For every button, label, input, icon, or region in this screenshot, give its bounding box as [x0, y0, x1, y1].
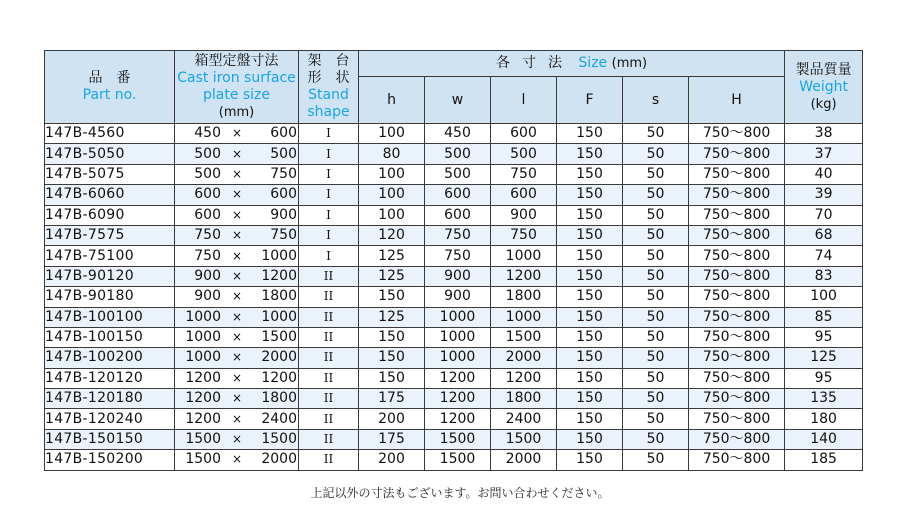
- w-cell: 1500: [425, 450, 491, 470]
- times-sign: ×: [231, 452, 243, 467]
- f-cell: 150: [557, 266, 623, 286]
- s-cell: 50: [623, 327, 689, 347]
- h-cell: 100: [359, 205, 425, 225]
- plate-size-b: 2000: [261, 451, 297, 468]
- f-cell: 150: [557, 327, 623, 347]
- f-cell: 150: [557, 450, 623, 470]
- s-cell: 50: [623, 287, 689, 307]
- stand-shape-cell: II: [299, 389, 359, 409]
- plate-size-a: 1200: [185, 390, 221, 407]
- f-cell: 150: [557, 429, 623, 449]
- w-cell: 900: [425, 266, 491, 286]
- weight-cell: 95: [785, 368, 863, 388]
- w-cell: 1000: [425, 307, 491, 327]
- stand-shape-header-jp1: 架 台: [307, 53, 350, 69]
- f-cell: 150: [557, 246, 623, 266]
- s-cell: 50: [623, 389, 689, 409]
- table-row: [45, 144, 863, 164]
- size-header: [359, 51, 785, 77]
- s-cell: 50: [623, 124, 689, 144]
- big-h-cell: 750～800: [689, 450, 785, 470]
- stand-shape-cell: II: [299, 307, 359, 327]
- weight-cell: 40: [785, 164, 863, 184]
- plate-size-cell: [175, 205, 299, 225]
- h-cell: 150: [359, 368, 425, 388]
- times-sign: ×: [231, 166, 243, 181]
- l-cell: 600: [491, 124, 557, 144]
- plate-size-a: 1200: [185, 369, 221, 386]
- part-no-cell: 147B-6060: [45, 185, 175, 205]
- col-header-l: l: [491, 77, 557, 124]
- footnote: 上記以外の寸法もございます。お問い合わせください。: [310, 486, 610, 500]
- part-no-header-jp: 品 番: [88, 70, 131, 86]
- stand-shape-cell: I: [299, 225, 359, 245]
- plate-size-a: 600: [194, 206, 221, 223]
- big-h-cell: 750～800: [689, 205, 785, 225]
- h-cell: 100: [359, 124, 425, 144]
- plate-size-b: 2000: [261, 349, 297, 366]
- weight-header-en: Weight: [799, 78, 848, 95]
- stand-shape-cell: I: [299, 246, 359, 266]
- weight-cell: 39: [785, 185, 863, 205]
- plate-size-b: 1000: [261, 308, 297, 325]
- plate-size-b: 1500: [261, 431, 297, 448]
- h-cell: 150: [359, 348, 425, 368]
- plate-size-cell: [175, 389, 299, 409]
- l-cell: 750: [491, 225, 557, 245]
- table-row: [45, 185, 863, 205]
- l-cell: 1200: [491, 266, 557, 286]
- stand-shape-header-jp2: 形 状: [307, 70, 350, 86]
- l-cell: 2000: [491, 450, 557, 470]
- s-cell: 50: [623, 429, 689, 449]
- plate-size-b: 1500: [261, 329, 297, 346]
- w-cell: 600: [425, 205, 491, 225]
- weight-header-jp: 製品質量: [795, 61, 852, 78]
- part-no-cell: 147B-120120: [45, 368, 175, 388]
- plate-size-header-jp: 箱型定盤寸法: [194, 53, 279, 69]
- h-cell: 100: [359, 164, 425, 184]
- col-header-h: h: [359, 77, 425, 124]
- plate-size-cell: [175, 164, 299, 184]
- l-cell: 2400: [491, 409, 557, 429]
- weight-cell: 185: [785, 450, 863, 470]
- plate-size-a: 900: [194, 267, 221, 284]
- part-no-cell: 147B-100200: [45, 348, 175, 368]
- plate-size-b: 500: [270, 145, 297, 162]
- big-h-cell: 750～800: [689, 389, 785, 409]
- h-cell: 80: [359, 144, 425, 164]
- f-cell: 150: [557, 368, 623, 388]
- col-header-big-h: H: [689, 77, 785, 124]
- plate-size-a: 1000: [185, 329, 221, 346]
- w-cell: 600: [425, 185, 491, 205]
- plate-size-header-en1: Cast iron surface: [177, 70, 296, 86]
- table-row: [45, 429, 863, 449]
- stand-shape-cell: I: [299, 205, 359, 225]
- col-header-s: s: [623, 77, 689, 124]
- w-cell: 1200: [425, 368, 491, 388]
- plate-size-b: 2400: [261, 410, 297, 427]
- times-sign: ×: [231, 126, 243, 141]
- plate-size-header: [175, 51, 299, 124]
- f-cell: 150: [557, 348, 623, 368]
- plate-size-cell: [175, 124, 299, 144]
- s-cell: 50: [623, 348, 689, 368]
- stand-shape-cell: II: [299, 266, 359, 286]
- plate-size-b: 1000: [261, 247, 297, 264]
- plate-size-b: 1800: [261, 288, 297, 305]
- table-row: [45, 266, 863, 286]
- w-cell: 750: [425, 246, 491, 266]
- h-cell: 125: [359, 266, 425, 286]
- part-no-cell: 147B-90120: [45, 266, 175, 286]
- times-sign: ×: [231, 330, 243, 345]
- big-h-cell: 750～800: [689, 266, 785, 286]
- times-sign: ×: [231, 432, 243, 447]
- plate-size-cell: [175, 429, 299, 449]
- plate-size-a: 600: [194, 186, 221, 203]
- times-sign: ×: [231, 370, 243, 385]
- part-no-cell: 147B-150150: [45, 429, 175, 449]
- big-h-cell: 750～800: [689, 327, 785, 347]
- f-cell: 150: [557, 124, 623, 144]
- plate-size-a: 1200: [185, 410, 221, 427]
- weight-cell: 140: [785, 429, 863, 449]
- plate-size-cell: [175, 225, 299, 245]
- h-cell: 200: [359, 450, 425, 470]
- plate-size-b: 750: [270, 227, 297, 244]
- l-cell: 1800: [491, 287, 557, 307]
- weight-cell: 37: [785, 144, 863, 164]
- f-cell: 150: [557, 144, 623, 164]
- h-cell: 125: [359, 246, 425, 266]
- weight-cell: 180: [785, 409, 863, 429]
- h-cell: 200: [359, 409, 425, 429]
- weight-cell: 100: [785, 287, 863, 307]
- s-cell: 50: [623, 205, 689, 225]
- size-header-en: Size: [578, 55, 608, 71]
- stand-shape-cell: II: [299, 287, 359, 307]
- h-cell: 150: [359, 327, 425, 347]
- table-row: [45, 164, 863, 184]
- table-row: [45, 124, 863, 144]
- l-cell: 750: [491, 164, 557, 184]
- s-cell: 50: [623, 185, 689, 205]
- s-cell: 50: [623, 144, 689, 164]
- plate-size-a: 1500: [185, 431, 221, 448]
- s-cell: 50: [623, 450, 689, 470]
- w-cell: 1000: [425, 327, 491, 347]
- h-cell: 125: [359, 307, 425, 327]
- part-no-cell: 147B-5050: [45, 144, 175, 164]
- l-cell: 500: [491, 144, 557, 164]
- l-cell: 1200: [491, 368, 557, 388]
- times-sign: ×: [231, 187, 243, 202]
- weight-cell: 70: [785, 205, 863, 225]
- weight-cell: 85: [785, 307, 863, 327]
- w-cell: 750: [425, 225, 491, 245]
- times-sign: ×: [231, 268, 243, 283]
- part-no-header: [45, 51, 175, 124]
- f-cell: 150: [557, 409, 623, 429]
- l-cell: 1000: [491, 307, 557, 327]
- stand-shape-cell: I: [299, 124, 359, 144]
- part-no-header-en: Part no.: [82, 87, 137, 103]
- big-h-cell: 750～800: [689, 185, 785, 205]
- f-cell: 150: [557, 164, 623, 184]
- h-cell: 120: [359, 225, 425, 245]
- big-h-cell: 750～800: [689, 307, 785, 327]
- table-row: [45, 409, 863, 429]
- table-row: [45, 287, 863, 307]
- h-cell: 150: [359, 287, 425, 307]
- big-h-cell: 750～800: [689, 429, 785, 449]
- w-cell: 900: [425, 287, 491, 307]
- weight-header: [785, 51, 863, 124]
- table-row: [45, 450, 863, 470]
- plate-size-a: 1500: [185, 451, 221, 468]
- plate-size-cell: [175, 266, 299, 286]
- times-sign: ×: [231, 350, 243, 365]
- big-h-cell: 750～800: [689, 368, 785, 388]
- plate-size-b: 1200: [261, 267, 297, 284]
- w-cell: 500: [425, 144, 491, 164]
- f-cell: 150: [557, 225, 623, 245]
- table-row: [45, 225, 863, 245]
- f-cell: 150: [557, 389, 623, 409]
- w-cell: 500: [425, 164, 491, 184]
- stand-shape-header: [299, 51, 359, 124]
- l-cell: 1000: [491, 246, 557, 266]
- plate-size-cell: [175, 450, 299, 470]
- weight-cell: 68: [785, 225, 863, 245]
- l-cell: 600: [491, 185, 557, 205]
- f-cell: 150: [557, 287, 623, 307]
- plate-size-cell: [175, 348, 299, 368]
- s-cell: 50: [623, 164, 689, 184]
- plate-size-a: 900: [194, 288, 221, 305]
- weight-cell: 95: [785, 327, 863, 347]
- w-cell: 1200: [425, 409, 491, 429]
- col-header-w: w: [425, 77, 491, 124]
- plate-size-cell: [175, 307, 299, 327]
- plate-size-a: 750: [194, 227, 221, 244]
- plate-size-a: 1000: [185, 308, 221, 325]
- l-cell: 2000: [491, 348, 557, 368]
- part-no-cell: 147B-100150: [45, 327, 175, 347]
- plate-size-cell: [175, 144, 299, 164]
- part-no-cell: 147B-4560: [45, 124, 175, 144]
- times-sign: ×: [231, 391, 243, 406]
- size-header-jp: 各寸法: [495, 55, 574, 71]
- stand-shape-cell: I: [299, 164, 359, 184]
- plate-size-b: 600: [270, 186, 297, 203]
- stand-shape-cell: II: [299, 348, 359, 368]
- plate-size-unit: (mm): [218, 105, 255, 120]
- part-no-cell: 147B-120180: [45, 389, 175, 409]
- plate-size-a: 500: [194, 145, 221, 162]
- part-no-cell: 147B-6090: [45, 205, 175, 225]
- plate-size-b: 600: [270, 125, 297, 142]
- big-h-cell: 750～800: [689, 246, 785, 266]
- weight-cell: 135: [785, 389, 863, 409]
- table-row: [45, 246, 863, 266]
- table-row: [45, 389, 863, 409]
- stand-shape-cell: II: [299, 327, 359, 347]
- w-cell: 1500: [425, 429, 491, 449]
- w-cell: 1000: [425, 348, 491, 368]
- col-header-f: F: [557, 77, 623, 124]
- big-h-cell: 750～800: [689, 144, 785, 164]
- times-sign: ×: [231, 309, 243, 324]
- l-cell: 1500: [491, 429, 557, 449]
- l-cell: 1800: [491, 389, 557, 409]
- part-no-cell: 147B-75100: [45, 246, 175, 266]
- s-cell: 50: [623, 246, 689, 266]
- big-h-cell: 750～800: [689, 225, 785, 245]
- plate-size-a: 450: [194, 125, 221, 142]
- plate-size-a: 1000: [185, 349, 221, 366]
- part-no-cell: 147B-5075: [45, 164, 175, 184]
- s-cell: 50: [623, 266, 689, 286]
- part-no-cell: 147B-100100: [45, 307, 175, 327]
- weight-cell: 74: [785, 246, 863, 266]
- stand-shape-header-en2: shape: [307, 104, 350, 120]
- f-cell: 150: [557, 205, 623, 225]
- plate-size-cell: [175, 327, 299, 347]
- table-row: [45, 205, 863, 225]
- weight-cell: 83: [785, 266, 863, 286]
- l-cell: 900: [491, 205, 557, 225]
- h-cell: 175: [359, 389, 425, 409]
- stand-shape-header-en1: Stand: [308, 87, 349, 103]
- big-h-cell: 750～800: [689, 409, 785, 429]
- spec-table: [44, 50, 863, 471]
- f-cell: 150: [557, 307, 623, 327]
- times-sign: ×: [231, 228, 243, 243]
- part-no-cell: 147B-90180: [45, 287, 175, 307]
- plate-size-header-en2: plate size: [202, 87, 271, 103]
- l-cell: 1500: [491, 327, 557, 347]
- s-cell: 50: [623, 368, 689, 388]
- table-row: [45, 327, 863, 347]
- s-cell: 50: [623, 307, 689, 327]
- table-row: [45, 307, 863, 327]
- weight-header-unit: (kg): [810, 96, 837, 112]
- plate-size-b: 900: [270, 206, 297, 223]
- plate-size-cell: [175, 185, 299, 205]
- plate-size-cell: [175, 368, 299, 388]
- part-no-cell: 147B-150200: [45, 450, 175, 470]
- h-cell: 100: [359, 185, 425, 205]
- plate-size-a: 750: [194, 247, 221, 264]
- plate-size-cell: [175, 287, 299, 307]
- big-h-cell: 750～800: [689, 348, 785, 368]
- times-sign: ×: [231, 411, 243, 426]
- times-sign: ×: [231, 146, 243, 161]
- weight-cell: 38: [785, 124, 863, 144]
- table-row: [45, 348, 863, 368]
- f-cell: 150: [557, 185, 623, 205]
- stand-shape-cell: II: [299, 368, 359, 388]
- plate-size-b: 1200: [261, 369, 297, 386]
- part-no-cell: 147B-7575: [45, 225, 175, 245]
- table-body: [45, 124, 863, 471]
- plate-size-b: 1800: [261, 390, 297, 407]
- part-no-cell: 147B-120240: [45, 409, 175, 429]
- h-cell: 175: [359, 429, 425, 449]
- s-cell: 50: [623, 225, 689, 245]
- stand-shape-cell: I: [299, 144, 359, 164]
- w-cell: 450: [425, 124, 491, 144]
- size-header-unit: (mm): [611, 56, 648, 71]
- times-sign: ×: [231, 248, 243, 263]
- stand-shape-cell: I: [299, 185, 359, 205]
- plate-size-a: 500: [194, 165, 221, 182]
- plate-size-cell: [175, 246, 299, 266]
- big-h-cell: 750～800: [689, 287, 785, 307]
- w-cell: 1200: [425, 389, 491, 409]
- stand-shape-cell: II: [299, 450, 359, 470]
- stand-shape-cell: II: [299, 429, 359, 449]
- plate-size-b: 750: [270, 165, 297, 182]
- times-sign: ×: [231, 207, 243, 222]
- weight-cell: 125: [785, 348, 863, 368]
- times-sign: ×: [231, 289, 243, 304]
- s-cell: 50: [623, 409, 689, 429]
- table-row: [45, 368, 863, 388]
- big-h-cell: 750～800: [689, 124, 785, 144]
- stand-shape-cell: II: [299, 409, 359, 429]
- big-h-cell: 750～800: [689, 164, 785, 184]
- plate-size-cell: [175, 409, 299, 429]
